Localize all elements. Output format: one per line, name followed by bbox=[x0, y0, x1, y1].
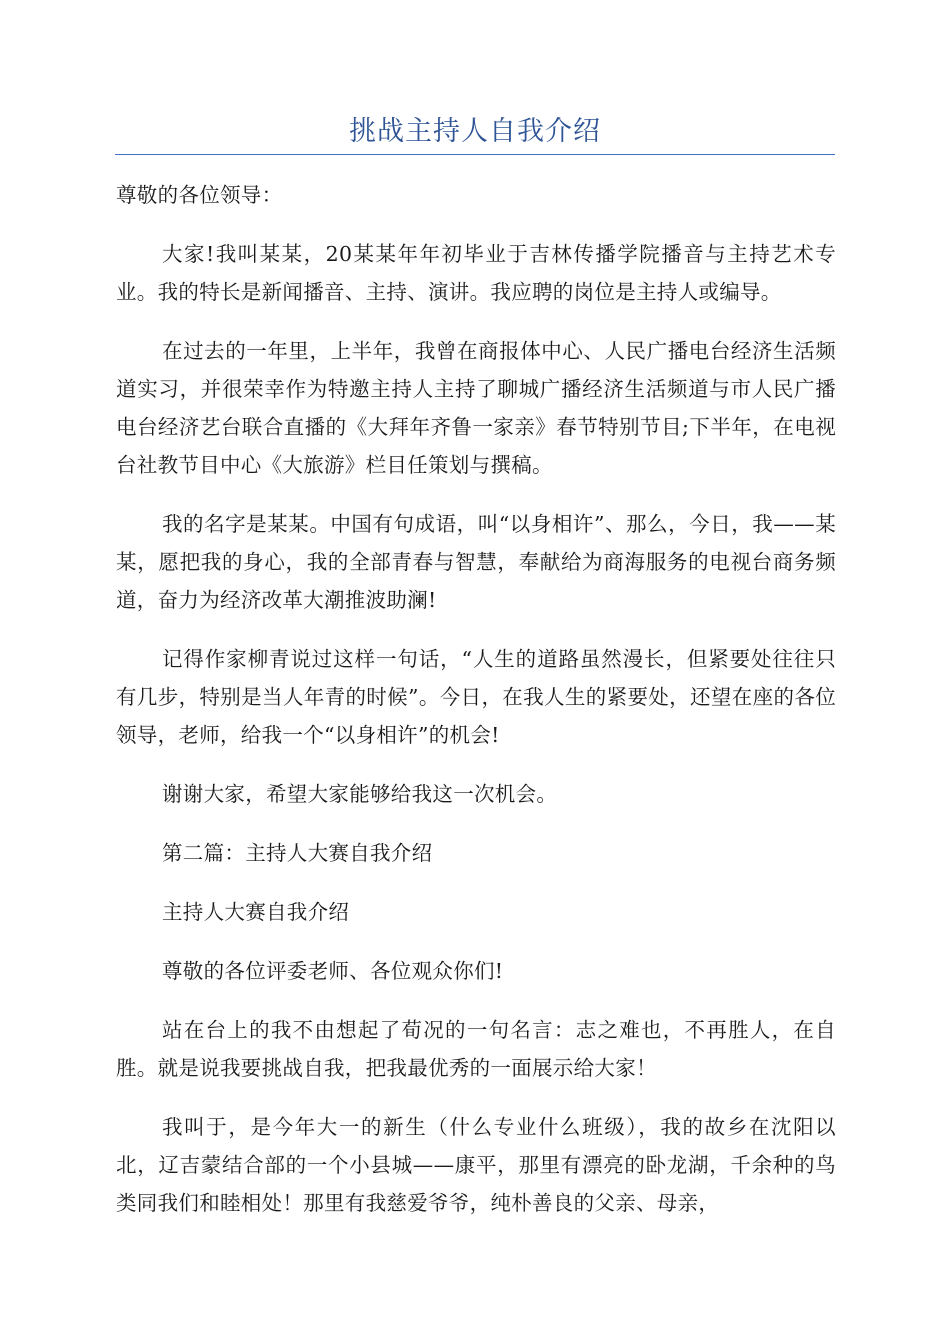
document-body bbox=[116, 176, 836, 1243]
section-heading: 第二篇：主持人大赛自我介绍 bbox=[162, 841, 433, 865]
body-paragraph: 大家!我叫某某，20某某年年初毕业于吉林传播学院播音与主持艺术专业。我的特长是新闻播音、主持、演讲。我应聘的岗位是主持人或编导。 bbox=[116, 242, 836, 304]
body-paragraph: 谢谢大家，希望大家能够给我这一次机会。 bbox=[162, 782, 558, 806]
salutation-paragraph: 尊敬的各位领导： bbox=[116, 183, 283, 207]
body-paragraph: 我叫于，是今年大一的新生（什么专业什么班级），我的故乡在沈阳以北，辽吉蒙结合部的一个小县城——康平，那里有漂亮的卧龙湖，千余种的鸟类同我们和睦相处！那里有我慈爱爷爷，纯朴善良的父亲、母亲， bbox=[116, 1115, 836, 1215]
section-subheading: 主持人大赛自我介绍 bbox=[162, 900, 350, 924]
document-title: 挑战主持人自我介绍 bbox=[349, 116, 601, 147]
body-paragraph: 尊敬的各位评委老师、各位观众你们! bbox=[162, 959, 504, 983]
body-paragraph: 我的名字是某某。中国有句成语，叫“以身相许”、那么，今日，我——某某，愿把我的身心，我的全部青春与智慧，奉献给为商海服务的电视台商务频道，奋力为经济改革大潮推波助澜! bbox=[116, 512, 836, 612]
body-paragraph: 在过去的一年里，上半年，我曾在商报体中心、人民广播电台经济生活频道实习，并很荣幸作为特邀主持人主持了聊城广播经济生活频道与市人民广播电台经济艺台联合直播的《大拜年齐鲁一家亲》春节特别节目;下半年，在电视台社教节目中心《大旅游》栏目任策划与撰稿。 bbox=[116, 339, 836, 477]
body-paragraph: 记得作家柳青说过这样一句话，“人生的道路虽然漫长，但紧要处往往只有几步，特别是当人年青的时候”。今日，在我人生的紧要处，还望在座的各位领导，老师，给我一个“以身相许”的机会! bbox=[116, 647, 836, 747]
body-paragraph: 站在台上的我不由想起了荀况的一句名言：志之难也，不再胜人，在自胜。就是说我要挑战自我，把我最优秀的一面展示给大家！ bbox=[116, 1018, 836, 1080]
title-underline bbox=[115, 154, 835, 155]
